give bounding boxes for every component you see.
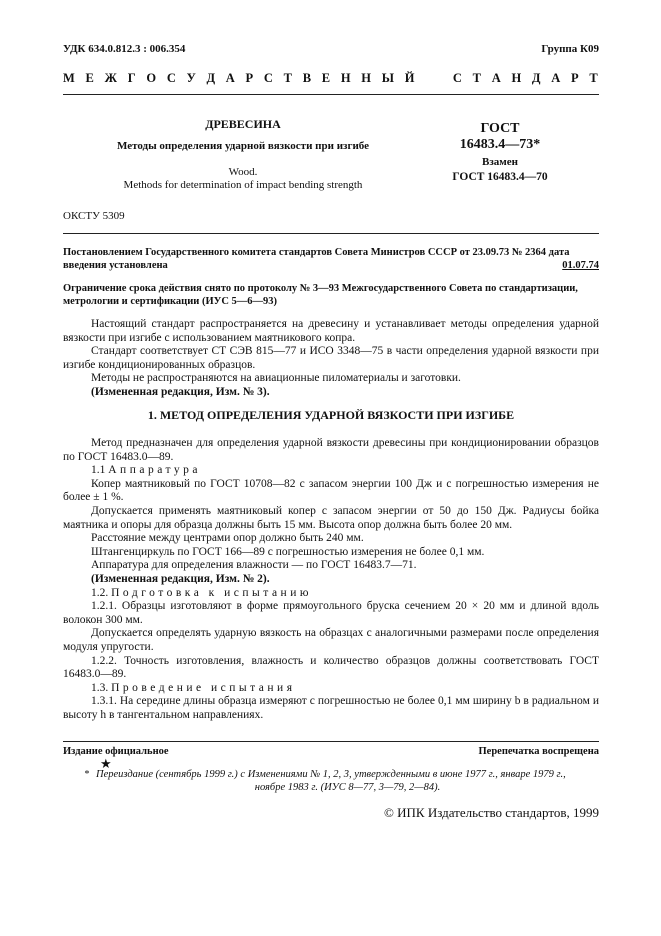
banner-letter: В	[302, 71, 312, 85]
amendment-note: (Измененная редакция, Изм. № 3).	[91, 385, 270, 398]
footnote-mark: *	[84, 769, 89, 780]
banner-letter: С	[263, 71, 273, 85]
banner-letter: Т	[472, 71, 481, 85]
udk-code: УДК 634.0.812.3 : 006.354	[63, 43, 186, 55]
pendulum-paragraph: Копер маятниковый по ГОСТ 10708—82 с запасом энергии 100 Дж и с погрешностью измерения не более ± 1 %.	[63, 477, 599, 504]
english-title-line2: Methods for determination of impact bending strength	[123, 179, 363, 191]
banner-letter: Р	[245, 71, 254, 85]
interstate-standard-banner	[63, 71, 598, 86]
method-purpose-paragraph: Метод предназначен для определения ударной вязкости древесины при кондиционировании образцов по ГОСТ 16483.0—89.	[63, 437, 599, 463]
banner-letter: Е	[321, 71, 331, 85]
subsection-1-2-title: Подготовка к испытанию	[111, 586, 312, 599]
subsection-1-3: 1.3. Проведение испытания	[91, 681, 296, 694]
support-distance-paragraph: Расстояние между центрами опор должно быть 240 мм.	[91, 532, 364, 545]
limitation-line1: Ограничение срока действия снято по протоколу № 3—93 Межгосударственного Совета по стандартизации,	[63, 283, 578, 294]
banner-letter: О	[146, 71, 157, 85]
banner-letter: С	[452, 71, 462, 85]
limitation-block	[63, 282, 599, 308]
banner-letter: У	[186, 71, 196, 85]
reissue-note-line2: ноябре 1983 г. (ИУС 8—77, 3—79, 2—84).	[254, 782, 441, 793]
banner-letter: Р	[570, 71, 579, 85]
banner-letter: М	[63, 71, 75, 85]
banner-letter: Ж	[104, 71, 117, 85]
group-code: Группа К09	[541, 43, 599, 55]
english-title-line1: Wood.	[228, 166, 258, 178]
footer-rule	[63, 741, 599, 742]
banner-letter: Т	[589, 71, 598, 85]
subsection-1-1-title: Аппаратура	[108, 464, 202, 477]
clause-1-3-1: 1.3.1. На середине длины образца измеряют с погрешностью не более 0,1 мм ширину b в радиальном и высоту h в тангентальном направлениях.	[63, 695, 599, 721]
reissue-note-line1: Переиздание (сентябрь 1999 г.) с Изменениями № 1, 2, 3, утвержденными в июне 1977 г., январе 1979 г.,	[96, 769, 566, 780]
decree-block	[63, 246, 599, 272]
clause-1-2-2: 1.2.2. Точность изготовления, влажность и количество образцов должны соответствовать ГОСТ 16483.0—89.	[63, 654, 599, 681]
banner-letter: Ы	[381, 71, 395, 85]
replaces-label: Взамен	[482, 156, 518, 168]
banner-letter: Д	[531, 71, 541, 85]
caliper-paragraph: Штангенциркуль по ГОСТ 166—89 с погрешностью измерения не более 0,1 мм.	[91, 545, 485, 558]
banner-letter: А	[491, 71, 501, 85]
title-rule	[63, 233, 599, 234]
official-edition-label: Издание официальное	[63, 746, 169, 757]
banner-letter: Н	[340, 71, 351, 85]
gost-label: ГОСТ	[480, 121, 520, 136]
banner-letter: А	[225, 71, 235, 85]
intro-section	[63, 318, 599, 400]
copyright-notice: © ИПК Издательство стандартов, 1999	[384, 805, 599, 820]
banner-letter	[439, 71, 442, 86]
decree-line2	[63, 259, 599, 272]
allowed-pendulum-paragraph: Допускается применять маятниковый копер с запасом энергии от 50 до 150 Дж. Радиусы бойка маятника и опоры для образца должны быть 15 мм. Высота опор должна быть более 20 мм.	[63, 504, 599, 531]
moisture-apparatus-paragraph: Аппаратура для определения влажности — по ГОСТ 16483.7—71.	[91, 559, 417, 572]
subsection-1-1: 1.1 Аппаратура	[91, 464, 202, 477]
banner-letter: Е	[85, 71, 94, 85]
banner-letter: Д	[206, 71, 216, 85]
banner-letter: Н	[511, 71, 522, 85]
okstu-code: ОКСТУ 5309	[63, 210, 125, 222]
replaced-standard: ГОСТ 16483.4—70	[452, 171, 548, 183]
section1-body	[63, 437, 599, 722]
section-heading: 1. МЕТОД ОПРЕДЕЛЕНИЯ УДАРНОЙ ВЯЗКОСТИ ПРИ ИЗГИБЕ	[147, 408, 515, 422]
star-icon: ★	[100, 756, 112, 771]
banner-letter: Н	[361, 71, 372, 85]
subsection-1-3-title: Проведение испытания	[111, 681, 296, 694]
scope-exclusion-paragraph: Методы не распространяются на авиационные пиломатериалы и заготовки.	[91, 372, 461, 385]
document-subtitle: Методы определения ударной вязкости при изгибе	[116, 140, 370, 152]
subsection-1-2: 1.2. Подготовка к испытанию	[91, 586, 312, 599]
banner-letter: Т	[283, 71, 292, 85]
decree-intro-label: введения установлена	[63, 260, 168, 271]
banner-letter	[425, 71, 428, 86]
clause-1-2-1: 1.2.1. Образцы изготовляют в форме прямоугольного бруска сечением 20 × 20 мм и длиной вдоль волокон 300 мм.	[63, 600, 599, 626]
document-title: ДРЕВЕСИНА	[205, 117, 281, 131]
decree-date: 01.07.74	[562, 260, 599, 271]
intro-paragraph: Настоящий стандарт распространяется на древесину и устанавливает методы определения ударной вязкости при изгибе с использованием маятникового копра.	[63, 318, 599, 344]
banner-letter: Й	[404, 71, 415, 85]
banner-letter: С	[166, 71, 176, 85]
banner-letter: Г	[127, 71, 136, 85]
conformity-paragraph: Стандарт соответствует СТ СЭВ 815—77 и ИСО 3348—75 в части определения ударной вязкости при изгибе кондиционированных образцов.	[63, 345, 599, 371]
header-rule	[63, 94, 599, 95]
clause-1-2-1-allowance: Допускается определять ударную вязкость на образцах с аналогичными размерами после определения модуля упругости.	[63, 627, 599, 653]
reprint-prohibited-label: Перепечатка воспрещена	[478, 746, 599, 757]
gost-number: 16483.4—73*	[459, 137, 541, 152]
limitation-line2: метрологии и сертификации (ИУС 5—6—93)	[63, 296, 278, 307]
banner-letter: А	[551, 71, 561, 85]
decree-line1: Постановлением Государственного комитета стандартов Совета Министров СССР от 23.09.73 № 2364 дата	[63, 247, 570, 258]
amendment-note-2: (Измененная редакция, Изм. № 2).	[91, 572, 270, 585]
